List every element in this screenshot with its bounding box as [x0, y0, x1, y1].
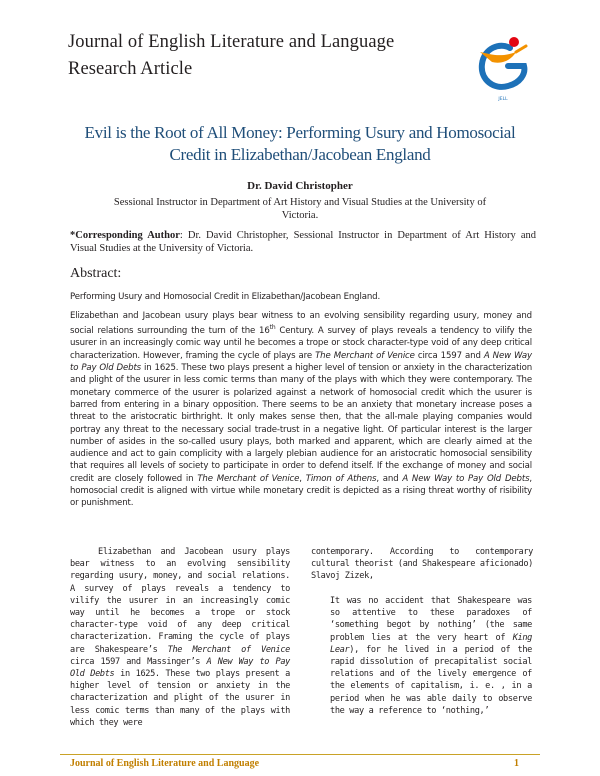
journal-logo-icon [470, 28, 536, 104]
quote-text: ), for he lived in a period of the rapid dissolution of precapitalist social relations and of the lively emergence of the elements of capitalism, i. e. , in a period when he was able daily to observe the way a reference to ‘nothing,’ [330, 644, 532, 716]
play-title: Timon of Athens [305, 473, 377, 484]
play-title: A New Way to Pay Old Debts [70, 350, 532, 374]
title-line-2: Credit in Elizabethan/Jacobean England [169, 145, 431, 164]
article-title [60, 122, 540, 166]
body-text: circa 1597 and Massinger’s [70, 656, 207, 667]
affiliation-line-1: Sessional Instructor in Department of Art History and Visual Studies at the University of [113, 197, 487, 208]
abstract-text: circa 1597 and [414, 350, 484, 361]
abstract-text: in 1625. These two plays present a higher level of tension or anxiety in the characterization and plight of the usurer in less comic terms than many of the plays with which they were contemporary. The monetary commerce of the usurer is polarized against a network of homosocial credit which the usurer is barred from entering in a binary opposition. There seems to be an anxiety that monetary increase poses a threat to the aristocratic birthright. It only makes sense then, that the all-male playing companies would portray any threat to the necessary social trade-trust in a negative light. Of particular interest is the larger number of asides in the so-called usury plays, both marked and apparent, which are clearly aimed at the audience and act to gain complicity with a largely plebian audience for an aristocratic homosocial sensibility that requires all levels of society to participate in order to defend itself. If the exchange of money and social credit are closely followed in [70, 363, 532, 484]
play-title: A New Way to Pay Old Debts [402, 473, 530, 484]
block-quote [330, 595, 532, 717]
abstract-heading: Abstract: [70, 266, 122, 281]
play-title: A New Way to Pay Old Debts [70, 656, 290, 680]
abstract-text: , and [376, 473, 403, 484]
footer-divider [60, 754, 540, 755]
article-type: Research Article [68, 59, 193, 79]
abstract-text: Century. A survey of plays reveals a tendency to vilify the usurer in an increasingly comic way until he becomes a trope or stock character-type void of any deep critical characterization. However, framing the cycle of plays are [70, 326, 532, 361]
journal-name: Journal of English Literature and Language [68, 32, 395, 52]
play-title: The Merchant of Venice [315, 350, 415, 361]
corresponding-author [70, 229, 536, 255]
corresponding-label: *Corresponding Author [70, 230, 180, 241]
body-text: Elizabethan and Jacobean usury plays bear witness to an evolving sensibility regarding usury, money, and social relations. A survey of plays reveals a tendency to vilify the usurer in an increasingly comic way until he becomes a trope or stock character-type void of any deep critical characterization. Framing the cycle of plays are Shakespeare’s [70, 547, 290, 655]
author-affiliation [80, 196, 520, 222]
abstract-text: , [299, 473, 306, 484]
right-column-intro: contemporary. According to contemporary cultural theorist (and Shakespeare aficionado) Slavoj Zizek, [311, 547, 533, 582]
page-number: 1 [514, 758, 519, 769]
left-column-paragraph [70, 546, 290, 729]
svg-text:JELL: JELL [498, 97, 508, 102]
play-title: The Merchant of Venice [167, 644, 290, 655]
play-title: The Merchant of Venice [197, 473, 300, 484]
body-text: in 1625. These two plays present a higher level of tension or anxiety in the characterization and plight of the usurer in less comic terms than many of the plays with which they were [70, 669, 290, 728]
superscript: th [269, 324, 276, 332]
play-title: King Lear [330, 632, 532, 655]
abstract-text: , homosocial credit is aligned with virtue while monetary credit is depicted as a rising threat worthy of risibility or punishment. [70, 473, 532, 509]
affiliation-line-2: Victoria. [281, 210, 319, 221]
abstract-text: Elizabethan and Jacobean usury plays bear witness to an evolving sensibility regarding usury, money and social relations surrounding the turn of the 16 [70, 311, 532, 337]
quote-text: It was no accident that Shakespeare was so attentive to these paradoxes of ‘something begot by nothing’ (the same problem lies at the very heart of [330, 596, 532, 643]
abstract-body [70, 310, 532, 510]
title-line-1: Evil is the Root of All Money: Performing Usury and Homosocial [84, 123, 516, 142]
author-name: Dr. David Christopher [247, 180, 353, 192]
abstract-subtitle: Performing Usury and Homosocial Credit in Elizabethan/Jacobean England. [70, 292, 381, 302]
corresponding-text: : Dr. David Christopher, Sessional Instructor in Department of Art History and Visual Studies at the University of Victoria. [70, 230, 537, 254]
footer-journal-name: Journal of English Literature and Language [70, 758, 260, 769]
